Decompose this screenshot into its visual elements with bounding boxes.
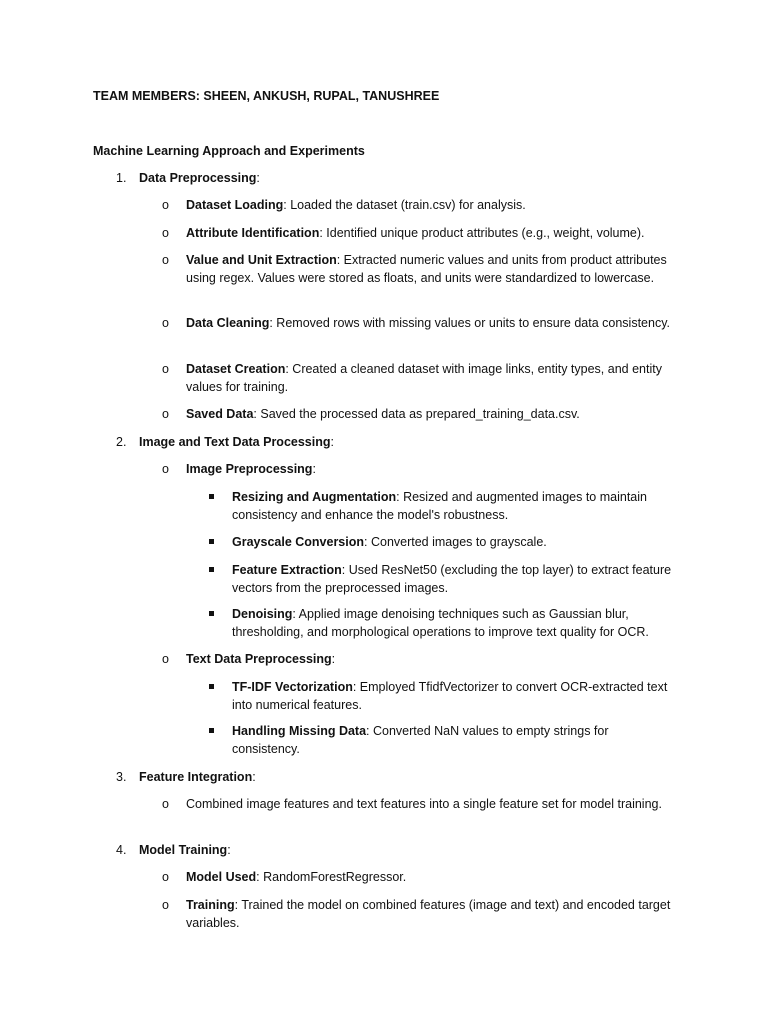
sub-item-text: Image Preprocessing: bbox=[186, 462, 316, 476]
section-title: Machine Learning Approach and Experiments bbox=[93, 144, 365, 158]
o-bullet-icon: o bbox=[162, 253, 169, 267]
square-bullet-icon bbox=[209, 539, 217, 544]
bullet-item-text: Feature Extraction: Used ResNet50 (excluding the top layer) to extract feature vectors from the preprocessed images. bbox=[232, 563, 672, 595]
item-number: 2. bbox=[116, 435, 127, 449]
bullet-item-text: Resizing and Augmentation: Resized and augmented images to maintain consistency and enhance the model's robustness. bbox=[232, 490, 647, 522]
team-members-line: TEAM MEMBERS: SHEEN, ANKUSH, RUPAL, TANUSHREE bbox=[93, 89, 440, 103]
square-bullet-icon bbox=[209, 684, 217, 689]
item-title: Data Preprocessing: bbox=[139, 171, 260, 185]
square-bullet-icon bbox=[209, 728, 217, 733]
o-bullet-icon: o bbox=[162, 462, 169, 476]
item-title: Feature Integration: bbox=[139, 770, 256, 784]
sub-item-text: Saved Data: Saved the processed data as prepared_training_data.csv. bbox=[186, 407, 580, 421]
o-bullet-icon: o bbox=[162, 898, 169, 912]
o-bullet-icon: o bbox=[162, 797, 169, 811]
bullet-item-text: TF-IDF Vectorization: Employed TfidfVectorizer to convert OCR-extracted text into numerical features. bbox=[232, 680, 668, 712]
o-bullet-icon: o bbox=[162, 652, 169, 666]
sub-item-text: Dataset Loading: Loaded the dataset (train.csv) for analysis. bbox=[186, 198, 526, 212]
o-bullet-icon: o bbox=[162, 362, 169, 376]
sub-item-text: Text Data Preprocessing: bbox=[186, 652, 336, 666]
o-bullet-icon: o bbox=[162, 407, 169, 421]
sub-item-text: Model Used: RandomForestRegressor. bbox=[186, 870, 407, 884]
item-number: 1. bbox=[116, 171, 127, 185]
o-bullet-icon: o bbox=[162, 316, 169, 330]
square-bullet-icon bbox=[209, 494, 217, 499]
bullet-item-text: Grayscale Conversion: Converted images to grayscale. bbox=[232, 535, 547, 549]
square-bullet-icon bbox=[209, 567, 217, 572]
sub-item-text: Data Cleaning: Removed rows with missing values or units to ensure data consistency. bbox=[186, 316, 671, 330]
bullet-item-text: Denoising: Applied image denoising techniques such as Gaussian blur, thresholding, and morphological operations to improve text quality for OCR. bbox=[232, 607, 649, 639]
item-number: 4. bbox=[116, 843, 127, 857]
item-title: Image and Text Data Processing: bbox=[139, 435, 334, 449]
item-number: 3. bbox=[116, 770, 127, 784]
sub-item-text: Attribute Identification: Identified unique product attributes (e.g., weight, volume). bbox=[186, 226, 645, 240]
o-bullet-icon: o bbox=[162, 870, 169, 884]
o-bullet-icon: o bbox=[162, 226, 169, 240]
sub-item-text: Value and Unit Extraction: Extracted numeric values and units from product attributes using regex. Values were stored as floats, and units were standardized to lowercase. bbox=[186, 253, 667, 285]
item-title: Model Training: bbox=[139, 843, 231, 857]
square-bullet-icon bbox=[209, 611, 217, 616]
sub-item-text: Dataset Creation: Created a cleaned dataset with image links, entity types, and entity values for training. bbox=[186, 362, 662, 394]
bullet-item-text: Handling Missing Data: Converted NaN values to empty strings for consistency. bbox=[232, 724, 609, 756]
o-bullet-icon: o bbox=[162, 198, 169, 212]
sub-item-text: Training: Trained the model on combined features (image and text) and encoded target variables. bbox=[186, 898, 671, 930]
sub-item-text: Combined image features and text features into a single feature set for model training. bbox=[186, 797, 662, 811]
